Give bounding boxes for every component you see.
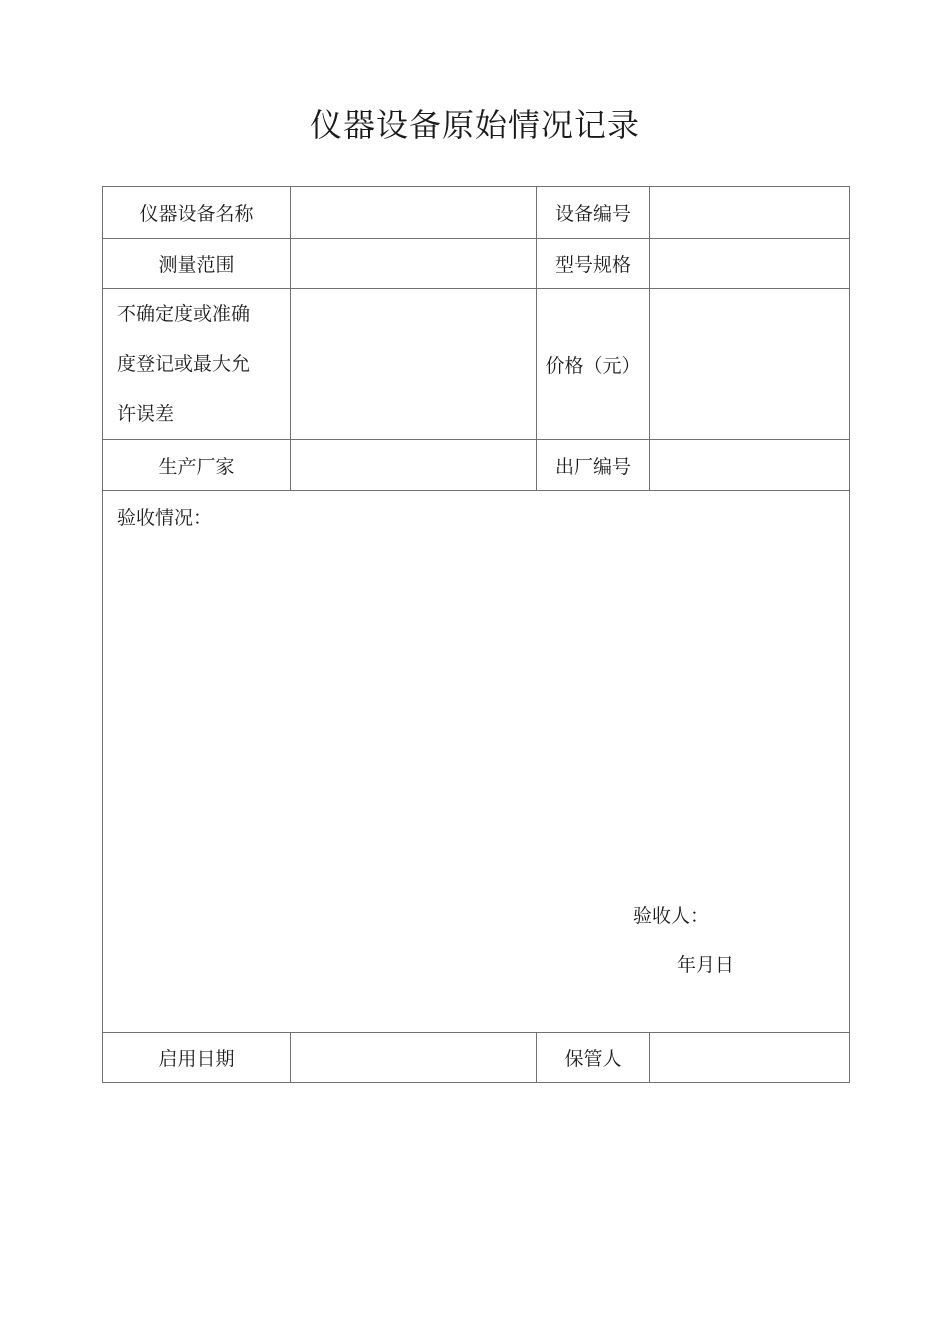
- acceptor-label: 验收人：: [633, 905, 710, 927]
- acceptance-title: 验收情况：: [117, 507, 213, 529]
- field-equipment-name[interactable]: [291, 187, 537, 239]
- field-factory-number[interactable]: [650, 440, 850, 491]
- field-equipment-number[interactable]: [650, 187, 850, 239]
- label-uncertainty-line-3: 许误差: [117, 403, 175, 425]
- label-measurement-range: 测量范围: [103, 239, 291, 289]
- label-equipment-name: 仪器设备名称: [103, 187, 291, 239]
- form-row-equipment-name: [103, 187, 850, 239]
- label-price: 价格（元）: [537, 289, 650, 440]
- field-measurement-range[interactable]: [291, 239, 537, 289]
- label-uncertainty: [103, 289, 291, 440]
- label-start-date: 启用日期: [103, 1033, 291, 1083]
- label-manufacturer: 生产厂家: [103, 440, 291, 491]
- document-title: 仪器设备原始情况记录: [309, 106, 640, 144]
- field-model-spec[interactable]: [650, 239, 850, 289]
- field-price[interactable]: [650, 289, 850, 440]
- label-custodian: 保管人: [537, 1033, 650, 1083]
- label-uncertainty-line-2: 度登记或最大允: [117, 353, 251, 375]
- field-custodian[interactable]: [650, 1033, 850, 1083]
- label-equipment-number: 设备编号: [537, 187, 650, 239]
- form-row-uncertainty: [103, 289, 850, 440]
- field-uncertainty[interactable]: [291, 289, 537, 440]
- field-start-date[interactable]: [291, 1033, 537, 1083]
- label-model-spec: 型号规格: [537, 239, 650, 289]
- acceptance-area[interactable]: [103, 491, 850, 1033]
- acceptance-date-label: 年月日: [677, 954, 735, 976]
- field-manufacturer[interactable]: [291, 440, 537, 491]
- form-row-manufacturer: [103, 440, 850, 491]
- label-factory-number: 出厂编号: [537, 440, 650, 491]
- form-row-acceptance: [103, 491, 850, 1033]
- equipment-record-form: [102, 186, 850, 1083]
- form-row-start-date: [103, 1033, 850, 1083]
- form-row-measurement-range: [103, 239, 850, 289]
- label-uncertainty-line-1: 不确定度或准确: [117, 303, 251, 325]
